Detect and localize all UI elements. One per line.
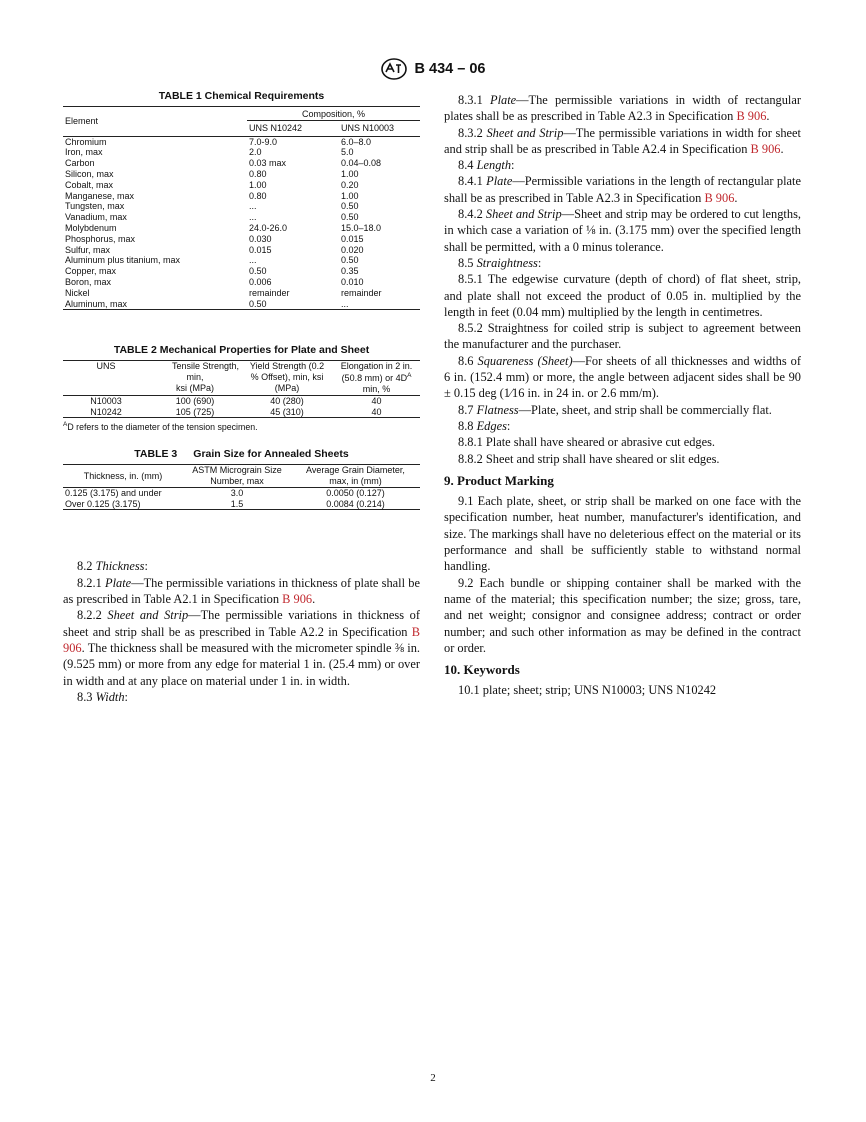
table1-element-header: Element <box>63 107 247 137</box>
p84-num: 8.4 <box>458 158 474 173</box>
p831-text: —The permissible variations in width of rectangular plates shall be as prescribed in Table A2.3 in Specification <box>444 93 801 124</box>
para-8-2-1: 8.2.1 Plate—The permissible variations in thickness of plate shall be as prescribed in Table A2.1 in Specification B 906. <box>63 575 420 607</box>
table1-cell: 0.020 <box>341 244 364 255</box>
table1-body <box>63 136 420 310</box>
page-number: 2 <box>430 1072 436 1084</box>
table1-cell: remainder <box>249 287 290 298</box>
table2-h2a: Tensile Strength, <box>171 361 239 372</box>
p821-num: 8.2.1 <box>77 575 102 590</box>
left-body-text <box>63 558 420 705</box>
table1-cell: 0.030 <box>249 233 272 244</box>
table3-h3b: max, in (mm) <box>329 476 382 487</box>
table1-cell: ... <box>249 212 257 223</box>
para-8-6 <box>444 353 801 402</box>
table1-row <box>63 180 420 191</box>
p841-num: 8.4.1 <box>458 174 483 189</box>
table1-cell: 0.50 <box>249 298 267 309</box>
table1-caption: TABLE 1 Chemical Requirements <box>158 90 325 102</box>
table3-h2a: ASTM Micrograin Size <box>192 465 282 476</box>
table1-cell: Iron, max <box>65 147 103 158</box>
table2-cell: 40 <box>371 406 382 417</box>
para-9-1: 9.1 Each plate, sheet, or strip shall be marked on one face with the specification number, heat number, manufacturer's identification, and size. The markings shall have no deleterious effect on the material or its performance and shall be sufficiently stable to withstand normal handling. <box>444 494 801 574</box>
table3-row <box>63 487 420 498</box>
table1-row <box>63 255 420 266</box>
p831-em: Plate <box>490 93 517 107</box>
table1-cell: Manganese, max <box>65 190 135 201</box>
p85-num: 8.5 <box>458 255 474 270</box>
table1-row <box>63 158 420 169</box>
table1-cell: 0.50 <box>341 212 359 223</box>
p83-title: Width <box>95 689 125 704</box>
para-8-8-2: 8.8.2 Sheet and strip shall have sheared or slit edges. <box>458 451 720 466</box>
table2-h4-sup: A <box>407 372 412 380</box>
table2-cell: 105 (725) <box>175 406 215 417</box>
table1-col-uns-n10242: UNS N10242 <box>249 122 303 133</box>
table3-h2b: Number, max <box>210 476 264 487</box>
table2-h2b: min, <box>186 372 204 383</box>
table1-cell: Vanadium, max <box>65 212 127 223</box>
left-column <box>63 90 420 705</box>
table3-header-micrograin <box>183 465 291 488</box>
table1-cell: ... <box>341 298 349 309</box>
p822-text: —The permissible variations in thickness of sheet and strip shall be as prescribed in Table A2.2 in Specification <box>63 608 420 639</box>
table1-cell: Cobalt, max <box>65 179 114 190</box>
p831-ref-link[interactable]: B 906 <box>736 109 767 124</box>
section-10-heading: 10. Keywords <box>444 662 520 678</box>
para-8-5-2: 8.5.2 Straightness for coiled strip is subject to agreement between the manufacturer and the purchaser. <box>444 321 801 352</box>
p87-text: —Plate, sheet, and strip shall be commercially flat. <box>518 402 772 417</box>
table1-col-uns-n10003: UNS N10003 <box>341 122 395 133</box>
p832-ref-link[interactable]: B 906 <box>750 141 781 156</box>
table1-cell: 15.0–18.0 <box>341 222 382 233</box>
table1-cell: ... <box>249 201 257 212</box>
p832-text: —The permissible variations in width for sheet and strip shall be as prescribed in Table A2.4 in Specification <box>444 125 801 156</box>
table1-row <box>63 277 420 288</box>
p831-num: 8.3.1 <box>458 93 483 107</box>
table2-row <box>63 395 420 406</box>
table1-composition-header: Composition, % <box>247 107 420 121</box>
table3-row <box>63 499 420 510</box>
p832-em: Sheet and Strip <box>486 125 564 140</box>
table1-cell: 1.00 <box>341 190 359 201</box>
para-8-5-1: 8.5.1 The edgewise curvature (depth of chord) of flat sheet, strip, and plate shall not exceed the product of 0.05 in. multiplied by the length in feet (0.04 mm) multiplied by the length in centimetres. <box>444 272 801 319</box>
table3-header-thickness: Thickness, in. (mm) <box>83 470 163 481</box>
para-8-3-2: 8.3.2 Sheet and Strip—The permissible variations in width for sheet and strip shall be as prescribed in Table A2.4 in Specification B 906. <box>444 125 801 156</box>
table1-row <box>63 223 420 234</box>
table1-cell: Nickel <box>65 287 90 298</box>
table3-cell: 0.0084 (0.214) <box>326 498 385 509</box>
table2-cell: N10242 <box>90 406 122 417</box>
table3-header-diameter <box>291 465 420 488</box>
para-8-2: 8.2 Thickness: <box>77 559 148 574</box>
p842-text: —Sheet and strip may be ordered to cut lengths, in which case a variation of ⅛ in. (3.175 mm) over the specified length shall be permitted, with a 0 minus tolerance. <box>444 207 801 254</box>
p841-ref-link[interactable]: B 906 <box>704 190 735 205</box>
table3-cell: Over 0.125 (3.175) <box>65 498 141 509</box>
table2-mechanical-properties <box>63 360 420 418</box>
table2-footnote-text: D refers to the diameter of the tension specimen. <box>67 422 258 433</box>
table3-h3a: Average Grain Diameter, <box>306 465 405 476</box>
table2-cell: 45 (310) <box>270 406 304 417</box>
table1-row <box>63 245 420 256</box>
table3-grain-size <box>63 464 420 510</box>
table2-row <box>63 407 420 418</box>
table1-cell: 5.0 <box>341 147 354 158</box>
table1-cell: Tungsten, max <box>65 201 125 212</box>
p842-num: 8.4.2 <box>458 207 483 222</box>
para-8-7 <box>444 402 801 418</box>
p822-em: Sheet and Strip <box>107 608 189 623</box>
table1-cell: 0.015 <box>341 233 364 244</box>
table3-body <box>63 487 420 510</box>
para-8-8: 8.8 Edges: <box>458 418 511 433</box>
p87-num: 8.7 <box>458 402 474 417</box>
table1-cell: 0.50 <box>341 201 359 212</box>
table2-cell: 40 (280) <box>270 395 304 406</box>
table1-cell: remainder <box>341 287 382 298</box>
table2-h3b: % Offset), min, ksi <box>250 372 324 383</box>
p821-em: Plate <box>105 575 132 590</box>
table1-cell: Aluminum, max <box>65 298 128 309</box>
p82-num: 8.2 <box>77 559 93 574</box>
table2-h4c: min, % <box>362 383 391 394</box>
table2-header-elongation <box>333 361 420 395</box>
table1-cell: Molybdenum <box>65 222 117 233</box>
table2-h2c: ksi (MPa) <box>176 382 214 393</box>
table1-row <box>63 266 420 277</box>
table1-row <box>63 288 420 299</box>
p84-title: Length <box>476 158 512 173</box>
table3-cell: 1.5 <box>230 498 244 509</box>
table1-cell: 0.35 <box>341 266 359 277</box>
p821-text: —The permissible variations in thickness of plate shall be as prescribed in Table A2.1 in Specification <box>63 575 420 607</box>
table1-row <box>63 212 420 223</box>
table2-header-yield <box>241 361 333 395</box>
astm-logo-icon <box>381 58 407 80</box>
table1-cell: 0.50 <box>341 255 359 266</box>
table1-cell: Sulfur, max <box>65 244 111 255</box>
p86-em: Squareness (Sheet) <box>477 353 573 368</box>
table2-h3a: Yield Strength (0.2 <box>249 361 325 372</box>
para-8-4-1: 8.4.1 Plate—Permissible variations in the length of rectangular plate shall be as prescribed in Table A2.3 in Specification B 906. <box>444 174 801 205</box>
table1-cell: Chromium <box>65 136 107 147</box>
p88-title: Edges <box>476 418 507 433</box>
table2-cell: 40 <box>371 395 382 406</box>
para-8-4: 8.4 Length: <box>458 158 515 173</box>
table3-caption <box>63 448 420 460</box>
table1-cell: Copper, max <box>65 266 117 277</box>
table2-cell: 100 (690) <box>175 395 215 406</box>
table1-cell: 0.80 <box>249 168 267 179</box>
table1-row <box>63 136 420 147</box>
table1-cell: 7.0-9.0 <box>249 136 278 147</box>
table3-caption-title: Grain Size for Annealed Sheets <box>193 448 349 461</box>
p82-title: Thickness <box>95 559 145 574</box>
p86-num: 8.6 <box>458 353 474 368</box>
table2-footnote <box>63 421 420 432</box>
table1-cell: 2.0 <box>249 147 262 158</box>
p841-em: Plate <box>486 174 513 189</box>
table1-cell: 0.80 <box>249 190 267 201</box>
p85-title: Straightness <box>476 255 538 270</box>
para-8-3-1: 8.3.1 Plate—The permissible variations in width of rectangular plates shall be as prescribed in Table A2.3 in Specification B 906. <box>444 93 801 124</box>
table1-cell: 6.0–8.0 <box>341 136 372 147</box>
table2-header-tensile <box>149 361 241 395</box>
table1-cell: Silicon, max <box>65 168 114 179</box>
para-8-2-2 <box>63 607 420 688</box>
para-8-4-2 <box>444 206 801 255</box>
page-header <box>0 58 866 80</box>
table1-cell: 0.006 <box>249 276 272 287</box>
para-8-5: 8.5 Straightness: <box>458 255 542 270</box>
para-8-3: 8.3 Width: <box>77 689 128 704</box>
table3-cell: 0.125 (3.175) and under <box>65 487 162 498</box>
table1-cell: 1.00 <box>341 168 359 179</box>
table1-cell: 0.015 <box>249 244 272 255</box>
table2-h3c: (MPa) <box>274 382 300 393</box>
para-8-8-1: 8.8.1 Plate shall have sheared or abrasive cut edges. <box>458 435 716 450</box>
table1-cell: Carbon <box>65 158 95 169</box>
p83-num: 8.3 <box>77 689 93 704</box>
section-9-heading: 9. Product Marking <box>444 472 554 488</box>
table1-cell: Boron, max <box>65 276 112 287</box>
table2-footnote-mark: A <box>63 421 68 429</box>
table1-cell: 0.20 <box>341 179 359 190</box>
table1-row <box>63 169 420 180</box>
para-9-2: 9.2 Each bundle or shipping container shall be marked with the name of the material; this specification number; the size; gross, tare, and net weight; consignor and consignee address; contract or order number; and such other information as may be defined in the contract or order. <box>444 575 801 655</box>
p822-num: 8.2.2 <box>77 608 102 623</box>
p832-num: 8.3.2 <box>458 125 483 140</box>
table2-header-uns <box>63 361 149 395</box>
table3-cell: 3.0 <box>230 487 244 498</box>
table2-h1: UNS <box>96 361 116 372</box>
p821-ref-link[interactable]: B 906 <box>282 592 313 607</box>
table1-chemical-requirements <box>63 106 420 310</box>
table1-row <box>63 147 420 158</box>
table3-cell: 0.0050 (0.127) <box>326 487 385 498</box>
p86-text: —For sheets of all thicknesses and widths of 6 in. (152.4 mm) or more, the angle between adjacent sides shall be 90 ± 0.15 deg (1⁄16 in. in 24 in. or 2.6 mm/m). <box>444 353 801 401</box>
table2-cell: N10003 <box>90 395 122 406</box>
table2-h4b: (50.8 mm) or 4D <box>341 373 408 384</box>
p88-num: 8.8 <box>458 418 474 433</box>
para-10-1: 10.1 plate; sheet; strip; UNS N10003; UNS N10242 <box>458 683 717 698</box>
table1-cell: Phosphorus, max <box>65 233 136 244</box>
right-column <box>444 92 801 699</box>
table1-row <box>63 234 420 245</box>
table2-body <box>63 395 420 418</box>
table1-row <box>63 191 420 202</box>
p822-ref-link[interactable]: B 906 <box>63 624 420 655</box>
table2-h4b-wrap <box>335 372 418 384</box>
table3-caption-label: TABLE 3 <box>134 448 178 461</box>
table1-cell: 1.00 <box>249 179 267 190</box>
table1-cell: Aluminum plus titanium, max <box>65 255 181 266</box>
table2-h4a: Elongation in 2 in. <box>340 361 413 372</box>
p842-em: Sheet and Strip <box>485 207 562 222</box>
table1-row <box>63 201 420 212</box>
p841-text: —Permissible variations in the length of rectangular plate shall be as prescribed in Table A2.3 in Specification <box>444 174 801 205</box>
table1-cell: 0.04–0.08 <box>341 158 382 169</box>
designation: B 434 – 06 <box>414 61 486 77</box>
table1-cell: 0.50 <box>249 266 267 277</box>
table1-row <box>63 299 420 310</box>
table1-cell: ... <box>249 255 257 266</box>
table2-caption: TABLE 2 Mechanical Properties for Plate and Sheet <box>113 344 370 357</box>
p87-em: Flatness <box>476 402 519 417</box>
p822-text2: . The thickness shall be measured with the micrometer spindle ⅜ in. (9.525 mm) or more from any edge for material 1 in. (25.4 mm) or over in width and at any place on material under 1 in. in width. <box>63 640 420 688</box>
table1-cell: 24.0-26.0 <box>249 222 288 233</box>
table1-cell: 0.03 max <box>249 158 287 169</box>
table1-cell: 0.010 <box>341 276 364 287</box>
